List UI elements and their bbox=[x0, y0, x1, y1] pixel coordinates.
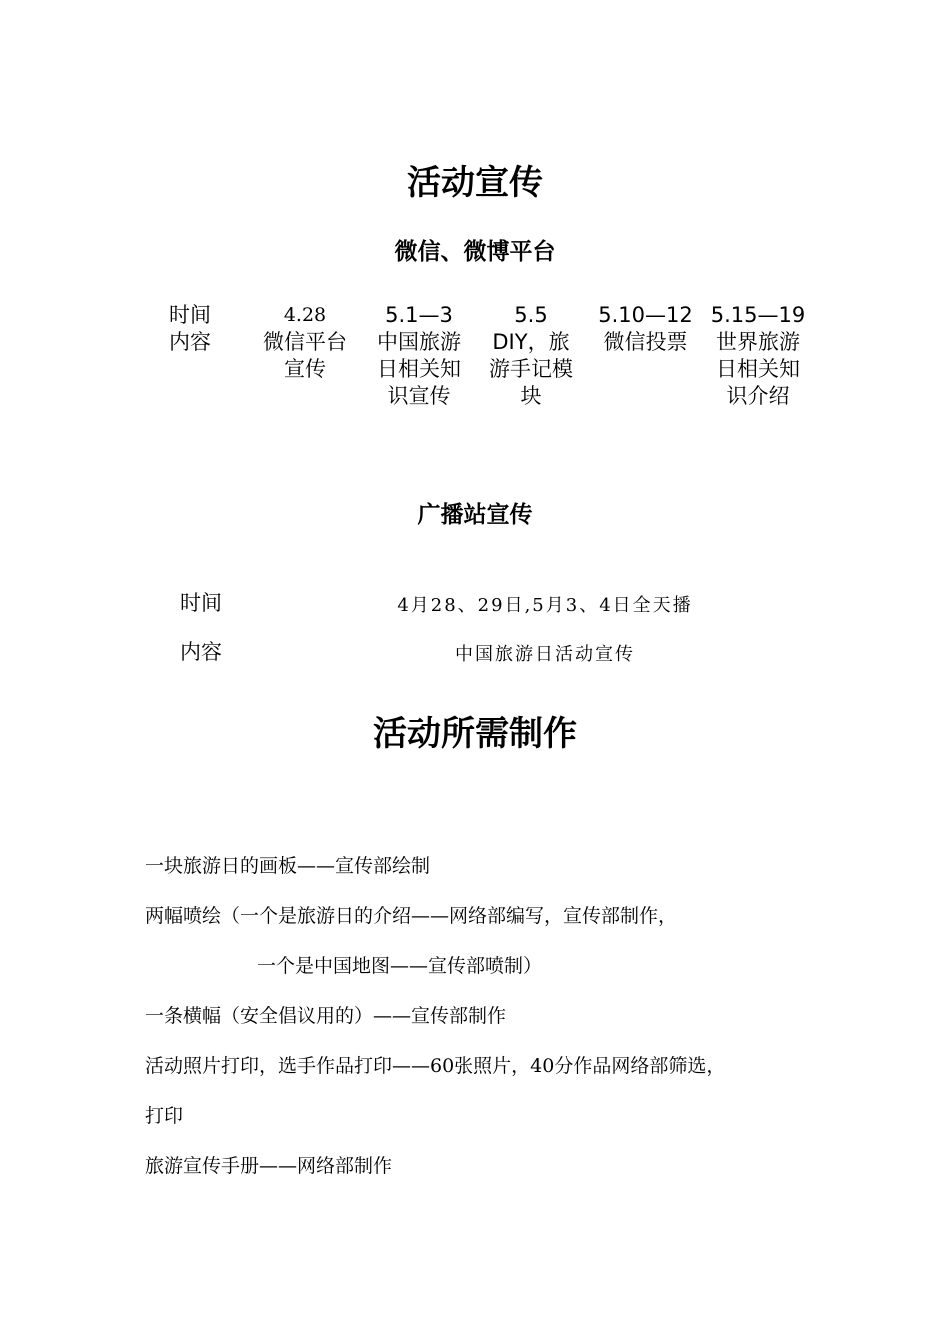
schedule-time: 5.10—12 bbox=[598, 303, 693, 327]
schedule-content-line: 中国旅游 bbox=[377, 330, 461, 354]
list-item: 活动照片打印，选手作品打印——60张照片，40分作品网络部筛选， bbox=[145, 1055, 726, 1077]
schedule-content-line: 识宣传 bbox=[387, 384, 451, 408]
schedule-content-line: 日相关知 bbox=[377, 357, 461, 381]
schedule-column-1 bbox=[255, 302, 355, 383]
radio-time-value: 4月28、29日,5月3、4日全天播 bbox=[397, 595, 693, 616]
schedule-header-column bbox=[160, 302, 220, 356]
schedule-content-line: 宣传 bbox=[284, 357, 326, 381]
schedule-content-line: 世界旅游 bbox=[716, 330, 800, 354]
list-item: 打印 bbox=[145, 1105, 184, 1127]
schedule-content-line: 块 bbox=[520, 384, 542, 408]
schedule-content-line: 日相关知 bbox=[716, 357, 800, 381]
schedule-column-5 bbox=[708, 302, 808, 410]
schedule-column-2 bbox=[369, 302, 469, 410]
radio-time-label: 时间 bbox=[180, 591, 222, 615]
section-title-promotion: 活动宣传 bbox=[407, 163, 543, 203]
radio-content-value: 中国旅游日活动宣传 bbox=[455, 644, 635, 665]
schedule-column-4 bbox=[593, 302, 698, 356]
schedule-column-3 bbox=[481, 302, 581, 410]
subtitle-wechat-weibo: 微信、微博平台 bbox=[394, 239, 556, 265]
section-title-production: 活动所需制作 bbox=[373, 714, 577, 754]
schedule-content-line: DIY，旅 bbox=[492, 330, 570, 354]
radio-title: 广播站宣传 bbox=[417, 502, 533, 528]
header-content: 内容 bbox=[169, 330, 211, 354]
schedule-content-line: 微信平台 bbox=[263, 330, 347, 354]
schedule-time: 5.1—3 bbox=[385, 303, 453, 327]
schedule-content-line: 微信投票 bbox=[603, 330, 688, 354]
list-item: 一条横幅（安全倡议用的）——宣传部制作 bbox=[145, 1005, 507, 1027]
radio-content-label: 内容 bbox=[180, 640, 222, 664]
list-item: 两幅喷绘（一个是旅游日的介绍——网络部编写，宣传部制作， bbox=[145, 905, 678, 927]
schedule-content-line: 游手记模 bbox=[489, 357, 573, 381]
list-item: 一个是中国地图——宣传部喷制） bbox=[257, 955, 543, 977]
list-item: 一块旅游日的画板——宣传部绘制 bbox=[145, 855, 431, 877]
schedule-time: 5.15—19 bbox=[710, 303, 806, 327]
list-item: 旅游宣传手册——网络部制作 bbox=[145, 1155, 393, 1177]
schedule-time: 5.5 bbox=[514, 303, 548, 327]
header-time: 时间 bbox=[169, 303, 211, 327]
schedule-time: 4.28 bbox=[283, 304, 327, 326]
schedule-content-line: 识介绍 bbox=[726, 384, 790, 408]
